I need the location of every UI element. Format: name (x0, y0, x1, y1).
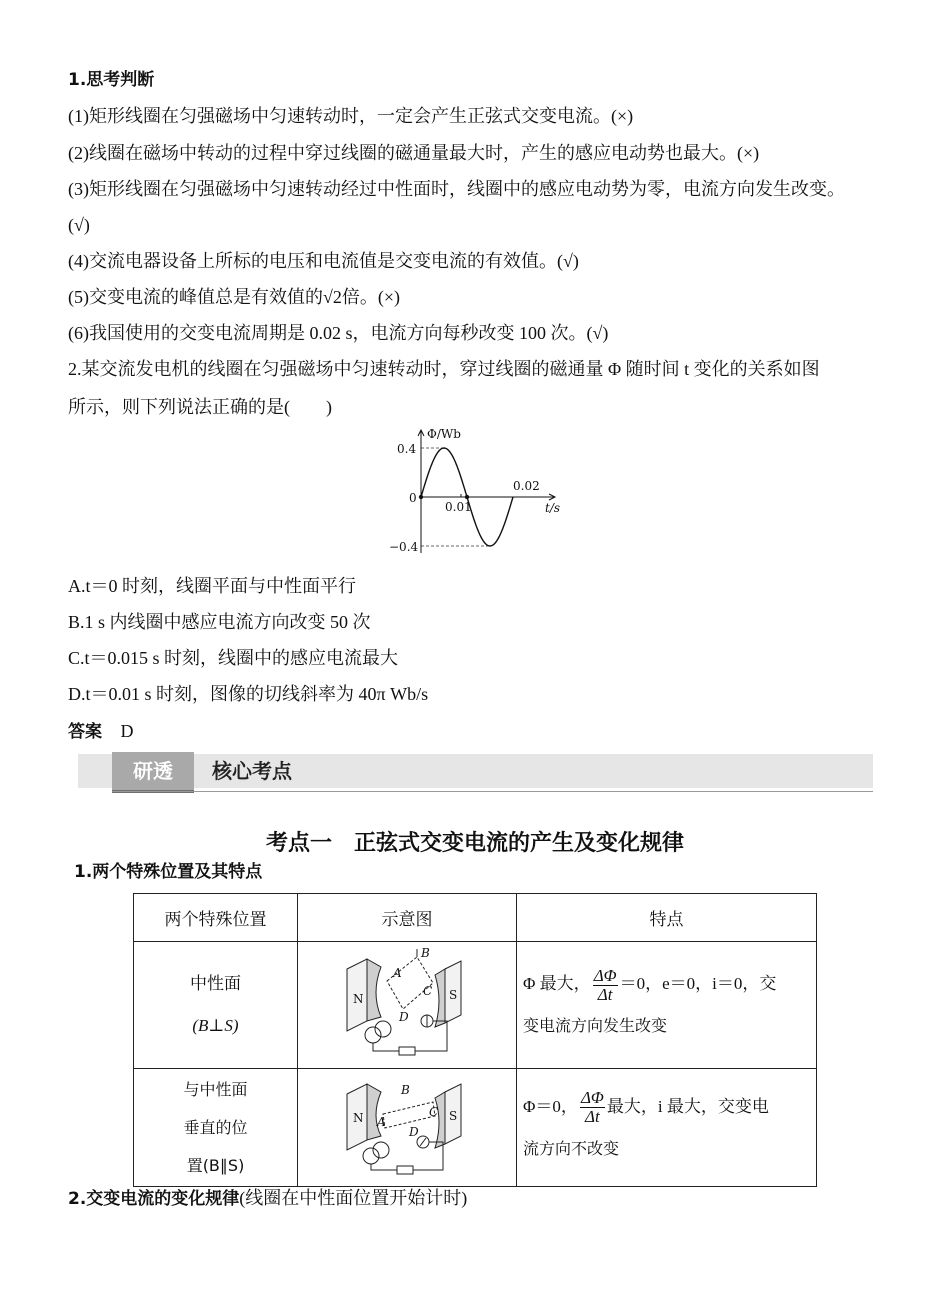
special-positions-table (133, 893, 817, 1187)
coil-loop (387, 957, 433, 1009)
fraction-denominator: Δt (597, 984, 613, 1004)
label-b: B (401, 1082, 410, 1097)
slip-ring-1 (365, 1027, 381, 1043)
section-banner (78, 752, 873, 792)
label-a: A (393, 966, 402, 980)
neutral-plane-cell (134, 942, 298, 1069)
magnet-south-pole (435, 969, 445, 1027)
perpendicular-diagram-cell (298, 1069, 517, 1187)
subsection-2-heading (68, 1186, 467, 1211)
section-heading: 考点一 正弦式交变电流的产生及变化规律 (265, 831, 684, 856)
perpendicular-name-line2: 垂直的位 (183, 1117, 248, 1137)
answer-value: D (120, 721, 134, 741)
subsection-1-heading: 1.两个特殊位置及其特点 (74, 862, 263, 882)
perpendicular-feature-line2: 流方向不改变 (523, 1138, 620, 1158)
option-d: D.t＝0.01 s 时刻，图像的切线斜率为 40π Wb/s (68, 684, 429, 704)
label-north: N (353, 1110, 364, 1125)
answer-line (68, 719, 134, 744)
banner-tab: 研透 (112, 752, 194, 793)
slip-ring-1 (363, 1148, 379, 1164)
table-row (134, 1069, 817, 1187)
perpendicular-name-line1: 与中性面 (183, 1079, 248, 1099)
part1-heading: 1.思考判断 (68, 70, 155, 90)
neutral-plane-name: 中性面 (190, 974, 241, 994)
resistor-icon (397, 1166, 413, 1174)
resistor-icon (399, 1047, 415, 1055)
question2-stem-line2: 所示，则下列说法正确的是( ) (68, 397, 332, 417)
y-tick-min: −0.4 (389, 540, 419, 554)
judgement-item-1: (1)矩形线圈在匀强磁场中匀速转动时，一定会产生正弦式交变电流。(×) (68, 106, 634, 126)
perpendicular-feature-line1 (523, 1086, 812, 1128)
header-position: 两个特殊位置 (134, 894, 298, 942)
slip-ring-2 (373, 1142, 389, 1158)
generator-diagram-perpendicular (337, 1076, 477, 1180)
y-axis-label: Φ/Wb (427, 427, 461, 441)
flux-time-chart (385, 425, 575, 560)
label-south: S (449, 988, 458, 1002)
label-c: C (429, 1104, 439, 1119)
subsection-2-title: 2.交变电流的变化规律 (68, 1189, 240, 1209)
magnet-north-pole (367, 1084, 381, 1140)
table-row (134, 942, 817, 1069)
judgement-item-6: (6)我国使用的交变电流周期是 0.02 s，电流方向每秒改变 100 次。(√) (68, 323, 609, 343)
subsection-2-note: (线圈在中性面位置开始计时) (239, 1188, 468, 1208)
judgement-item-4: (4)交流电器设备上所标的电压和电流值是交变电流的有效值。(√) (68, 251, 579, 271)
neutral-plane-feature-line1 (523, 963, 812, 1005)
magnet-north-pole (367, 959, 381, 1021)
neutral-plane-feature-line2: 变电流方向发生改变 (523, 1016, 668, 1035)
data-point-origin (419, 495, 423, 499)
label-north: N (353, 992, 364, 1006)
neutral-plane-feature-cell (517, 942, 817, 1069)
perpendicular-position-cell (134, 1069, 298, 1187)
perpendicular-name-line3: 置(B∥S) (186, 1155, 245, 1175)
label-a: A (377, 1114, 386, 1129)
judgement-item-3: (3)矩形线圈在匀强磁场中匀速转动经过中性面时，线圈中的感应电动势为零，电流方向发生改变。 (68, 179, 845, 199)
answer-label: 答案 (68, 722, 102, 742)
label-d: D (399, 1010, 409, 1024)
magnet-south-pole (435, 1092, 445, 1148)
y-tick-max: 0.4 (397, 442, 417, 456)
label-d: D (409, 1124, 419, 1139)
judgement-item-5: (5)交变电流的峰值总是有效值的√2倍。(×) (68, 287, 401, 307)
header-feature: 特点 (517, 894, 817, 942)
generator-diagram-neutral (337, 947, 477, 1063)
flux-rate-fraction (593, 967, 618, 1004)
feature-text: Φ＝0， (523, 1096, 578, 1116)
option-c: C.t＝0.015 s 时刻，线圈中的感应电流最大 (68, 648, 399, 668)
question2-stem-line1: 2.某交流发电机的线圈在匀强磁场中匀速转动时，穿过线圈的磁通量 Φ 随时间 t 变化的关系如图 (68, 359, 820, 379)
perpendicular-feature-cell (517, 1069, 817, 1187)
y-tick-zero: 0 (409, 491, 417, 505)
x-tick-1: 0.01 (445, 500, 472, 514)
feature-text: Φ 最大， (523, 974, 591, 993)
banner-background (78, 754, 873, 788)
neutral-plane-diagram-cell (298, 942, 517, 1069)
banner-title: 核心考点 (212, 759, 292, 783)
option-a: A.t＝0 时刻，线圈平面与中性面平行 (68, 576, 356, 596)
judgement-item-2: (2)线圈在磁场中转动的过程中穿过线圈的磁通量最大时，产生的感应电动势也最大。(×) (68, 143, 760, 163)
fraction-numerator: ΔΦ (580, 1088, 604, 1108)
x-axis-label: t/s (545, 501, 561, 515)
judgement-item-3-tail: (√) (68, 215, 90, 235)
fraction-numerator: ΔΦ (593, 965, 617, 985)
flux-rate-fraction (580, 1089, 605, 1126)
header-diagram: 示意图 (298, 894, 517, 942)
ammeter-needle (420, 1138, 426, 1146)
slip-ring-2 (375, 1021, 391, 1037)
label-south: S (449, 1108, 458, 1123)
x-tick-2: 0.02 (513, 479, 540, 493)
neutral-plane-condition: (B⊥S) (192, 1016, 239, 1035)
fraction-denominator: Δt (585, 1107, 600, 1127)
banner-underline (112, 791, 873, 792)
feature-text: ＝0，e＝0，i＝0，交 (619, 974, 777, 993)
feature-text: 最大，i 最大，交变电 (606, 1096, 769, 1116)
option-b: B.1 s 内线圈中感应电流方向改变 50 次 (68, 612, 371, 632)
label-b: B (421, 947, 430, 960)
label-c: C (423, 984, 433, 998)
data-point-zero-crossing (465, 495, 469, 499)
table-header-row (134, 894, 817, 942)
